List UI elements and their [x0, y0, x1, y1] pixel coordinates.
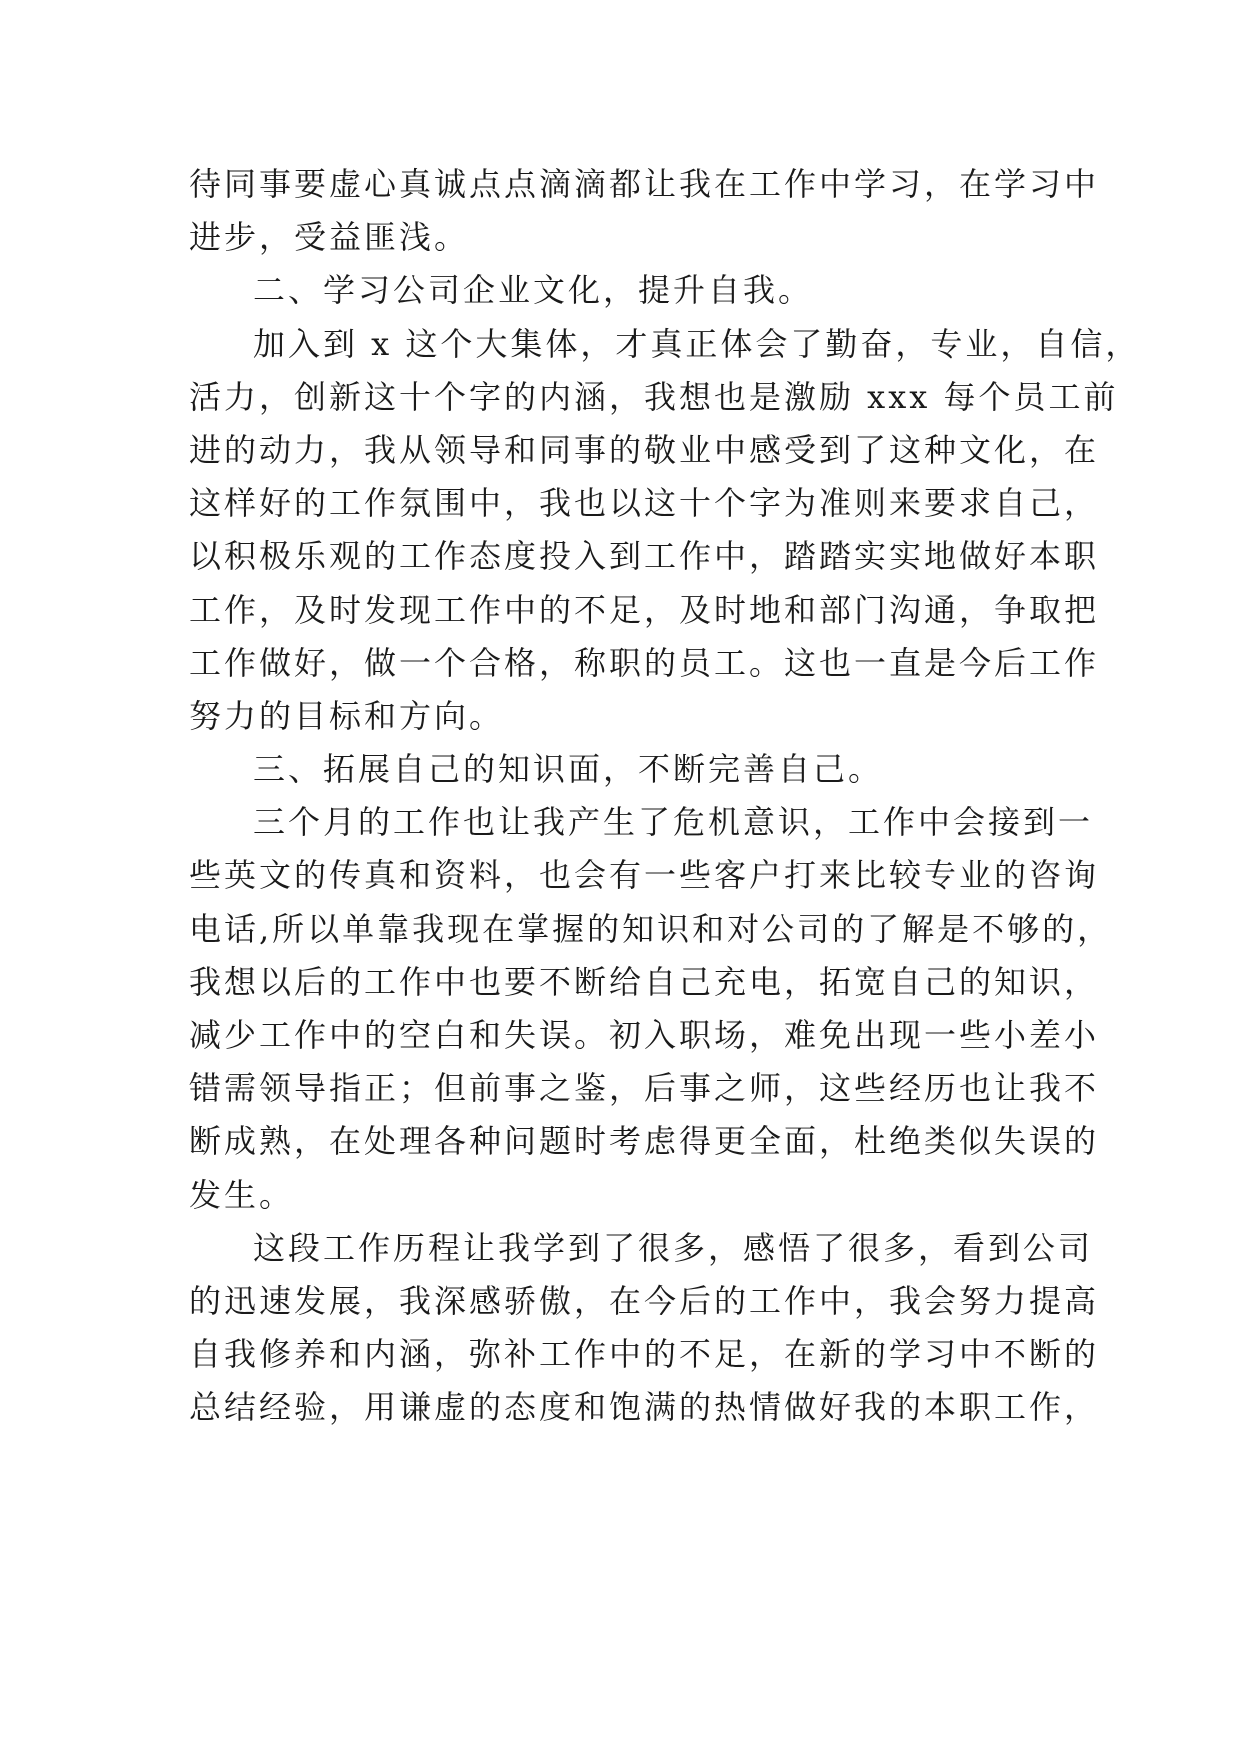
- body-line: 工作做好，做一个合格，称职的员工。这也一直是今后工作: [189, 643, 1100, 682]
- body-line: 这段工作历程让我学到了很多，感悟了很多，看到公司: [253, 1228, 1094, 1267]
- document-body: [189, 158, 1141, 1435]
- body-line: 活力，创新这十个字的内涵，我想也是激励 xxx 每个员工前: [189, 377, 1119, 416]
- body-line: 努力的目标和方向。: [189, 696, 505, 735]
- body-line: 错需领导指正；但前事之鉴，后事之师，这些经历也让我不: [189, 1069, 1100, 1108]
- body-line: 减少工作中的空白和失误。初入职场，难免出现一些小差小: [189, 1016, 1100, 1054]
- body-line: 自我修养和内涵，弥补工作中的不足，在新的学习中不断的: [189, 1335, 1100, 1374]
- body-line: 断成熟，在处理各种问题时考虑得更全面，杜绝类似失误的: [189, 1122, 1100, 1161]
- body-line: 进的动力，我从领导和同事的敬业中感受到了这种文化，在: [189, 430, 1100, 469]
- body-line: 加入到 x 这个大集体，才真正体会了勤奋，专业，自信，: [253, 324, 1141, 363]
- body-line: 待同事要虚心真诚点点滴滴都让我在工作中学习，在学习中: [189, 165, 1100, 203]
- body-line: 工作，及时发现工作中的不足，及时地和部门沟通，争取把: [189, 590, 1100, 629]
- body-line: 三个月的工作也让我产生了危机意识，工作中会接到一: [253, 803, 1094, 842]
- body-line: 发生。: [189, 1175, 295, 1214]
- section-heading: 三、拓展自己的知识面，不断完善自己。: [253, 750, 884, 789]
- body-line: 电话,所以单靠我现在掌握的知识和对公司的了解是不够的，: [189, 909, 1113, 948]
- body-line: 些英文的传真和资料，也会有一些客户打来比较专业的咨询: [189, 856, 1100, 895]
- body-line: 进步，受益匪浅。: [189, 218, 470, 257]
- section-heading: 二、学习公司企业文化，提升自我。: [253, 271, 814, 310]
- body-line: 的迅速发展，我深感骄傲，在今后的工作中，我会努力提高: [189, 1281, 1100, 1320]
- body-line: 这样好的工作氛围中，我也以这十个字为准则来要求自己，: [189, 484, 1100, 523]
- body-line: 总结经验，用谦虚的态度和饱满的热情做好我的本职工作，: [189, 1388, 1100, 1427]
- body-line: 以积极乐观的工作态度投入到工作中，踏踏实实地做好本职: [189, 537, 1100, 576]
- body-line: 我想以后的工作中也要不断给自己充电，拓宽自己的知识，: [189, 962, 1100, 1001]
